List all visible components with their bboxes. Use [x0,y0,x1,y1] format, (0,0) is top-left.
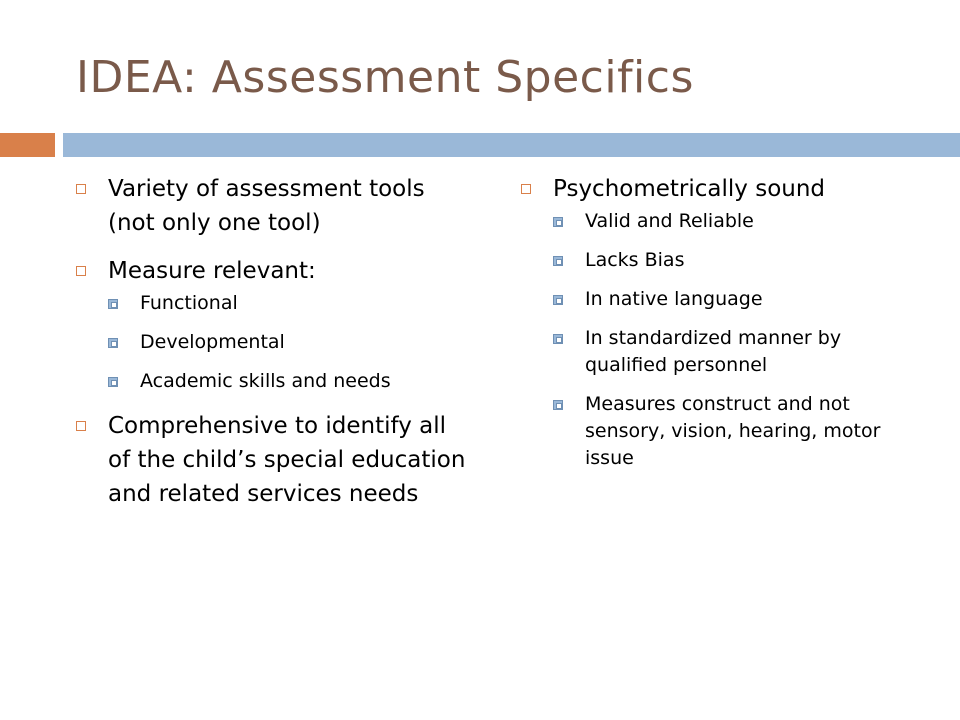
sub-bullet-text: Functional [140,292,238,314]
bullet-item [76,254,471,395]
framed-square-bullet-icon [553,334,563,344]
bullet-text: Measure relevant: [108,258,316,284]
framed-square-bullet-icon [553,295,563,305]
sub-list [108,290,471,395]
framed-square-bullet-icon [108,377,118,387]
sub-bullet-text: Academic skills and needs [140,370,391,392]
sub-bullet-item [553,208,921,235]
sub-bullet-text: In standardized manner by qualified personnel [585,327,842,376]
sub-bullet-item [553,325,921,379]
framed-square-bullet-icon [553,400,563,410]
bullet-text: Variety of assessment tools (not only one tool) [108,176,425,236]
hollow-square-bullet-icon [521,184,531,194]
sub-bullet-item [108,368,471,395]
sub-bullet-text: Valid and Reliable [585,210,754,232]
bullet-item [521,172,921,472]
sub-bullet-item [553,391,921,472]
sub-bullet-item [108,329,471,356]
framed-square-bullet-icon [553,217,563,227]
framed-square-bullet-icon [553,256,563,266]
slide-title: IDEA: Assessment Specifics [76,52,694,103]
bullet-text: Psychometrically sound [553,176,826,202]
bullet-item [76,409,471,511]
sub-bullet-text: Measures construct and not sensory, vision, hearing, motor issue [585,393,881,469]
sub-bullet-item [553,286,921,313]
sub-bullet-text: Developmental [140,331,285,353]
hollow-square-bullet-icon [76,266,86,276]
hollow-square-bullet-icon [76,421,86,431]
sub-list [553,208,921,472]
sub-bullet-item [553,247,921,274]
sub-bullet-item [108,290,471,317]
bullet-item [76,172,471,240]
sub-bullet-text: In native language [585,288,763,310]
framed-square-bullet-icon [108,299,118,309]
accent-bar-orange [0,133,55,157]
accent-bar-blue [63,133,960,157]
framed-square-bullet-icon [108,338,118,348]
bullet-text: Comprehensive to identify all of the child’s special education and related services needs [108,413,466,507]
left-column [76,172,471,525]
sub-bullet-text: Lacks Bias [585,249,685,271]
hollow-square-bullet-icon [76,184,86,194]
right-column [521,172,921,486]
